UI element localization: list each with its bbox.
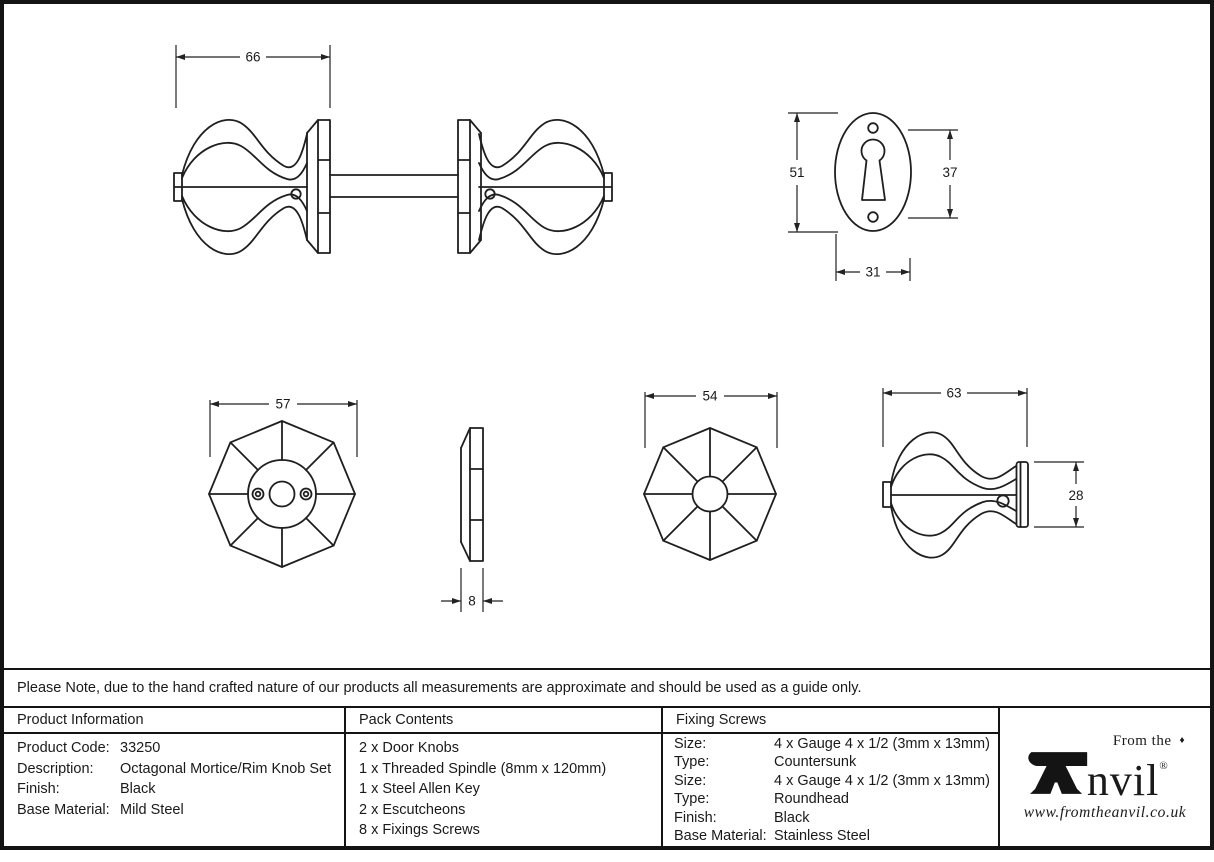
list-item: 8 x Fixings Screws	[359, 822, 480, 838]
dimension-lines	[176, 45, 1084, 612]
logo-wordmark-text: nvil	[1086, 755, 1160, 805]
row-label: Size:	[674, 736, 707, 752]
table-row	[674, 753, 998, 771]
dim-escutcheon-width: 31	[865, 264, 881, 280]
logo-website: www.fromtheanvil.co.uk	[1023, 803, 1187, 821]
table-row	[17, 800, 344, 821]
row-label: Product Code:	[17, 740, 110, 756]
list-item: 1 x Steel Allen Key	[359, 781, 480, 797]
pack-contents-header: Pack Contents	[346, 708, 661, 734]
table-row	[674, 790, 998, 808]
registered-mark: ®	[1159, 759, 1168, 772]
dimension-values	[245, 50, 1083, 609]
table-row	[674, 772, 998, 790]
list-item: 2 x Escutcheons	[359, 801, 466, 818]
row-value: 4 x Gauge 4 x 1/2 (3mm x 13mm)	[774, 772, 990, 789]
dimension-arrows	[176, 54, 1079, 604]
list-item: 1 x Threaded Spindle (8mm x 120mm)	[359, 760, 607, 777]
knob-set-drawing	[174, 120, 612, 254]
fixing-screws-column	[663, 708, 1000, 846]
row-value: Octagonal Mortice/Rim Knob Set	[120, 760, 332, 777]
brand-logo-cell	[1000, 708, 1210, 846]
table-row	[674, 809, 998, 827]
row-value: Stainless Steel	[774, 828, 870, 845]
pack-contents-body	[346, 734, 661, 846]
row-label: Description:	[17, 760, 94, 777]
anvil-icon	[1025, 747, 1091, 799]
rose-face-drawing	[209, 421, 355, 567]
measurement-note: Please Note, due to the hand crafted nature of our products all measurements are approximate and should be used as a guide only.	[4, 668, 1210, 708]
table-row	[674, 827, 998, 845]
logo-prefix-text: From the	[1112, 732, 1172, 749]
row-label: Base Material:	[674, 828, 767, 845]
dim-rose-profile-thickness: 8	[468, 593, 476, 609]
row-value: 33250	[120, 740, 161, 756]
table-row	[17, 759, 344, 780]
logo-wordmark	[1086, 746, 1185, 805]
product-information-column	[4, 708, 346, 846]
knob-side-drawing	[883, 432, 1028, 557]
dim-escutcheon-height: 51	[789, 165, 805, 180]
row-value: Countersunk	[774, 754, 857, 771]
escutcheon-drawing	[835, 113, 911, 231]
row-value: Roundhead	[774, 791, 849, 808]
dim-knob-set-width: 66	[245, 49, 261, 65]
row-label: Finish:	[674, 809, 717, 826]
row-label: Base Material:	[17, 801, 110, 818]
spec-table	[4, 708, 1210, 846]
dim-escutcheon-fixing-span: 37	[942, 165, 958, 180]
list-item: 2 x Door Knobs	[359, 740, 459, 756]
from-the-anvil-logo	[1024, 733, 1187, 822]
row-value: Black	[774, 809, 810, 826]
knob-face-drawing	[644, 428, 776, 560]
row-label: Type:	[674, 791, 710, 808]
table-row	[17, 779, 344, 800]
row-value: 4 x Gauge 4 x 1/2 (3mm x 13mm)	[774, 736, 990, 752]
product-information-body	[4, 734, 344, 846]
table-row	[674, 735, 998, 753]
dim-knob-side-depth: 63	[946, 385, 962, 401]
product-information-header: Product Information	[4, 708, 344, 734]
dim-knob-side-neck-height: 28	[1068, 488, 1084, 503]
row-value: Black	[120, 781, 156, 797]
dim-knob-face-width: 54	[702, 388, 718, 404]
row-label: Size:	[674, 772, 707, 789]
fixing-screws-header: Fixing Screws	[663, 708, 998, 734]
row-label: Type:	[674, 754, 710, 771]
dim-rose-face-width: 57	[275, 396, 291, 412]
pack-contents-column	[346, 708, 663, 846]
diamond-icon: ♦	[1179, 734, 1186, 746]
technical-drawing	[4, 4, 1210, 668]
row-value: Mild Steel	[120, 801, 184, 818]
rose-profile-drawing	[461, 428, 483, 561]
row-label: Finish:	[17, 781, 60, 797]
table-row	[17, 738, 344, 759]
fixing-screws-body	[663, 734, 998, 846]
